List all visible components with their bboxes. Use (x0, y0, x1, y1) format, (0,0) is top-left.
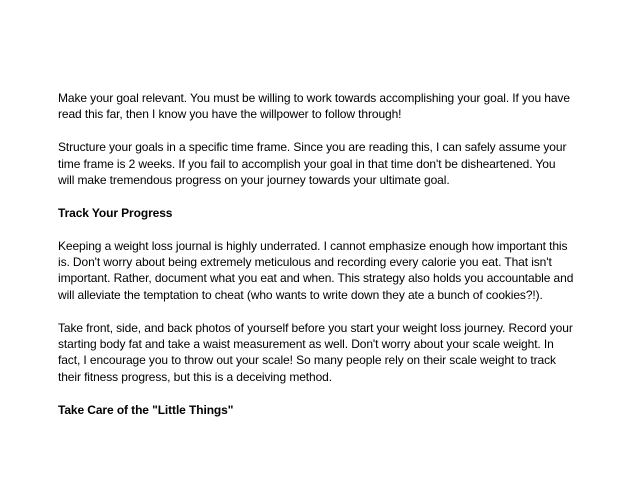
text-line: their fitness progress, but this is a deceiving method. (58, 369, 332, 384)
paragraph-goal-relevant (58, 90, 582, 123)
section-heading-track-progress: Track Your Progress (58, 205, 173, 220)
document-page (58, 90, 582, 418)
section-heading-little-things: Take Care of the "Little Things" (58, 402, 234, 417)
text-line: time frame is 2 weeks. If you fail to accomplish your goal in that time don't be disheartened. You (58, 156, 556, 171)
paragraph-weight-loss-journal (58, 238, 582, 304)
paragraph-spacer (58, 188, 582, 204)
paragraph-spacer (58, 303, 582, 319)
text-line: Make your goal relevant. You must be willing to work towards accomplishing your goal. If you have (58, 91, 570, 105)
text-line: Take front, side, and back photos of yourself before you start your weight loss journey. Record your (58, 320, 573, 335)
text-line: is. Don't worry about being extremely meticulous and recording every calorie you eat. That isn't (58, 255, 552, 270)
text-line: read this far, then I know you have the willpower to follow through! (58, 107, 402, 122)
text-line: important. Rather, document what you eat and when. This strategy also holds you accountable and (58, 271, 574, 286)
paragraph-spacer (58, 221, 582, 237)
text-line: Keeping a weight loss journal is highly underrated. I cannot emphasize enough how important this (58, 238, 568, 253)
paragraph-progress-photos (58, 320, 582, 386)
paragraph-time-frame (58, 139, 582, 188)
text-line: starting body fat and take a waist measurement as well. Don't worry about your scale weight. In (58, 337, 554, 352)
text-line: Structure your goals in a specific time frame. Since you are reading this, I can safely assume your (58, 140, 567, 155)
text-line: will alleviate the temptation to cheat (who wants to write down they ate a bunch of cookies?!). (58, 287, 543, 302)
text-line: will make tremendous progress on your journey towards your ultimate goal. (58, 173, 450, 188)
paragraph-spacer (58, 123, 582, 139)
paragraph-spacer (58, 385, 582, 401)
text-line: fact, I encourage you to throw out your scale! So many people rely on their scale weight to track (58, 353, 556, 368)
